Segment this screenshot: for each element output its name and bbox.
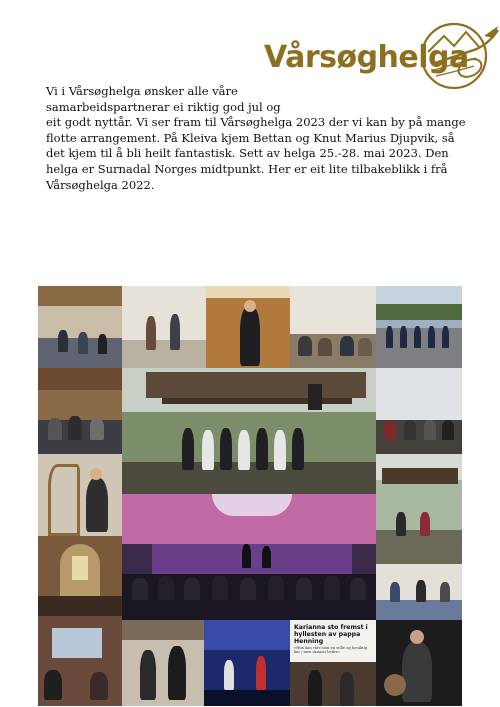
photo-tent-audience [376,368,462,454]
logo-wordmark: Vårsøghelga [264,40,469,75]
photo-cafe-audience [38,368,122,454]
greeting-line-2: samarbeidspartnerar ei riktig god jul og [46,99,281,114]
greeting-line-3: eit godt nyttår. Vi ser fram til Vårsøghelga 2023 der vi kan by på mange flotte arrangement. På Kleiva kjem Bettan og Knut Marius Djupvik, så det kjem til å bli heilt fantastisk. Sett av helga 25.-28. mai 2023. Den helga er Surnadal Norges midtpunkt. Her er eit lite tilbakeblikk i frå Vårsøghelga 2022. [46,115,466,192]
photo-outdoor-stage-choir [122,368,376,494]
newspaper-clipping [290,620,376,706]
photo-guitarist-portrait [376,620,462,706]
photo-church-altar [38,536,122,616]
photo-harpist [38,454,122,536]
greeting-line-1: Vi i Vårsøghelga ønsker alle våre [46,84,238,98]
photo-library-musicians [38,616,122,706]
greeting-text [46,84,466,193]
photo-collage [38,286,462,706]
clipping-subline: «Hun kan våre som en stille og forsiktig kar / men skinner bedre» [294,646,368,655]
photo-seated-room [376,564,462,620]
photo-pavilion [376,454,462,564]
photo-dance-room [122,286,206,368]
photo-blue-stage [204,620,290,706]
clipping-headline: Karianna sto fremst i hyllesten av pappa Henning [294,624,368,646]
photo-two-fiddlers [122,620,204,706]
photo-audience-hall [290,286,376,368]
photo-concert-pink-stage [122,494,376,620]
photo-speaker [206,286,290,368]
photo-gallery-hall [38,286,122,368]
photo-marching-band [376,286,462,368]
